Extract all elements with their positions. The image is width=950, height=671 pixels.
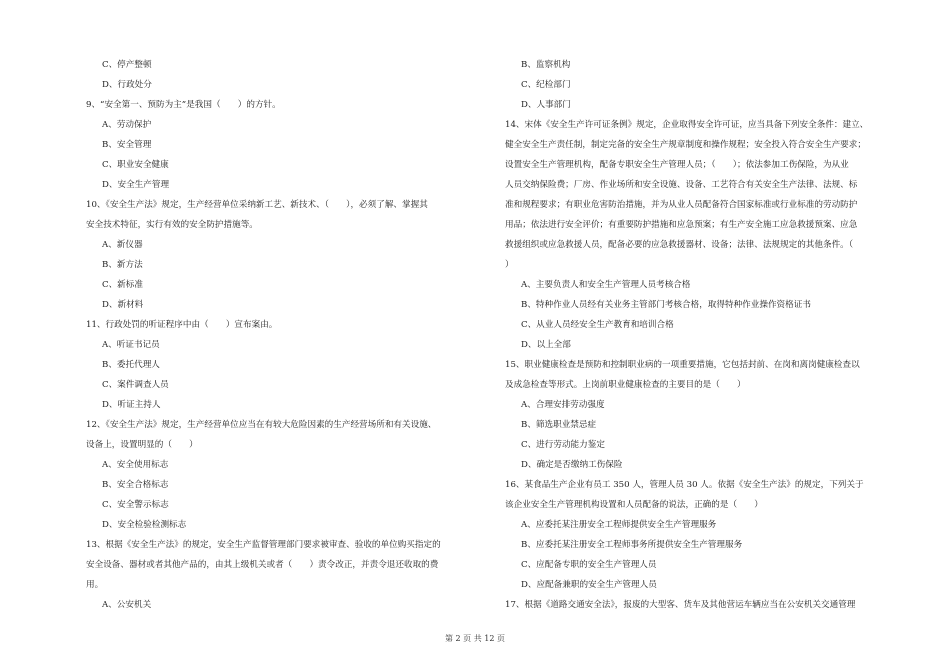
answer-option: B、特种作业人员经有关业务主管部门考核合格，取得特种作业操作资格证书 [521,300,811,310]
question-text-line: 准和规程要求；有职业危害防治措施，并为从业人员配备符合国家标准或行业标准的劳动防护 [505,200,858,210]
answer-option: A、合理安排劳动强度 [521,400,605,410]
answer-option: D、应配备兼职的安全生产管理人员 [521,580,657,590]
question-text-line: 11、行政处罚的听证程序中由（ ）宣布案由。 [86,320,278,330]
question-text-line: 设置安全生产管理机构，配备专职安全生产管理人员；（ ）；依法参加工伤保险，为从业 [505,160,849,170]
answer-option: C、停产整顿 [102,60,152,70]
answer-option: B、筛选职业禁忌症 [521,420,597,430]
answer-option: D、安全生产管理 [102,180,170,190]
answer-option: D、安全检验检测标志 [102,520,187,530]
answer-option: B、委托代理人 [102,360,160,370]
answer-option: A、主要负责人和安全生产管理人员考核合格 [521,280,691,290]
answer-option: A、听证书记员 [102,340,160,350]
answer-option: A、劳动保护 [102,120,152,130]
question-text-line: 13、根据《安全生产法》的规定，安全生产监督管理部门要求被审查、验收的单位购买指定的 [86,540,441,550]
answer-option: C、应配备专职的安全生产管理人员 [521,560,657,570]
answer-option: C、新标准 [102,280,143,290]
answer-option: A、应委托某注册安全工程师提供安全生产管理服务 [521,520,717,530]
answer-option: B、监察机构 [521,60,571,70]
answer-option: B、安全合格标志 [102,480,169,490]
question-text-line: 17、根据《道路交通安全法》，报废的大型客、货车及其他营运车辆应当在公安机关交通管理 [505,600,856,610]
question-text-line: 15、职业健康检查是预防和控制职业病的一项重要措施，它包括封前、在岗和离岗健康检查以 [505,360,860,370]
question-text-line: 9、“安全第一、预防为主”是我国（ ）的方针。 [86,100,281,110]
answer-option: A、安全使用标志 [102,460,169,470]
question-text-line: 救援组织或应急救援人员，配备必要的应急救援器材、设备；法律、法规规定的其他条件。（ [505,240,854,250]
question-text-line: 健全安全生产责任制，制定完备的安全生产规章制度和操作规程；安全投入符合安全生产要求； [505,140,866,150]
answer-option: C、纪检部门 [521,80,571,90]
answer-option: D、以上全部 [521,340,571,350]
question-text-line: ） [505,260,514,270]
answer-option: D、听证主持人 [102,400,161,410]
answer-option: D、确定是否缴纳工伤保险 [521,460,623,470]
question-text-line: 16、某食品生产企业有员工 350 人，管理人员 30 人。依据《安全生产法》的规定，下列关于 [505,480,864,490]
question-text-line: 用品；依法进行安全评价；有重要防护措施和应急预案；有生产安全施工应急救援预案、应急 [505,220,858,230]
left-column [86,55,486,615]
answer-option: C、进行劳动能力鉴定 [521,440,605,450]
question-text-line: 10、《安全生产法》规定，生产经营单位采纳新工艺、新技术、（ ），必须了解、掌握其 [86,200,428,210]
answer-option: A、新仪器 [102,240,143,250]
right-column [505,55,900,615]
question-text-line: 安全设备、器材或者其他产品的，由其上级机关或者（ ）责令改正，并责令退还收取的费 [86,560,439,570]
answer-option: C、安全警示标志 [102,500,169,510]
question-text-line: 12、《安全生产法》规定，生产经营单位应当在有较大危险因素的生产经营场所和有关设施、 [86,420,437,430]
answer-option: B、安全管理 [102,140,152,150]
answer-option: C、职业安全健康 [102,160,169,170]
page-footer: 第 2 页 共 12 页 [445,634,505,643]
answer-option: D、行政处分 [102,80,152,90]
question-text-line: 14、宋体《安全生产许可证条例》规定，企业取得安全许可证，应当具备下列安全条件：建立、 [505,120,869,130]
answer-option: B、应委托某注册安全工程师事务所提供安全生产管理服务 [521,540,743,550]
question-text-line: 及成急检查等形式。上岗前职业健康检查的主要目的是（ ） [505,380,746,390]
answer-option: C、案件调查人员 [102,380,169,390]
answer-option: C、从业人员经安全生产教育和培训合格 [521,320,674,330]
answer-option: D、人事部门 [521,100,571,110]
question-text-line: 安全技术特征，实行有效的安全防护措施等。 [86,220,258,230]
question-text-line: 用。 [86,580,104,590]
question-text-line: 设备上，设置明显的（ ） [86,440,198,450]
question-text-line: 该企业安全生产管理机构设置和人员配备的说法，正确的是（ ） [505,500,763,510]
answer-option: A、公安机关 [102,600,152,610]
question-text-line: 人员交纳保险费；厂房、作业场所和安全设施、设备、工艺符合有关安全生产法律、法规、标 [505,180,858,190]
answer-option: D、新材料 [102,300,144,310]
answer-option: B、新方法 [102,260,143,270]
